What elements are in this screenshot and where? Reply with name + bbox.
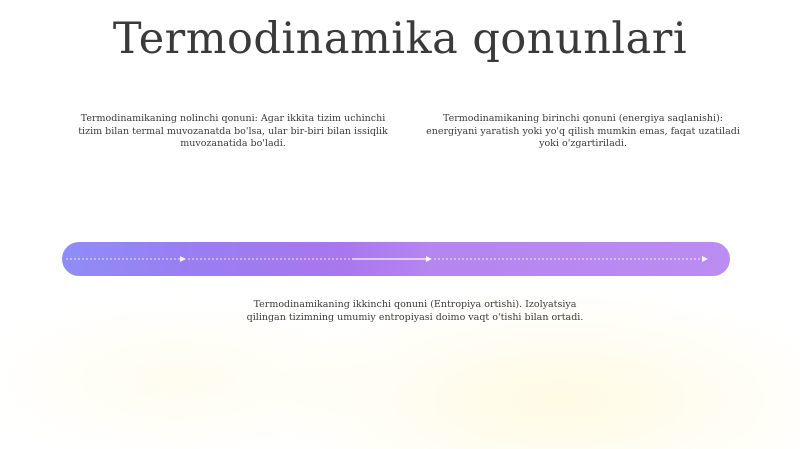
arrow-right-icon [702, 256, 708, 262]
arrow-right-icon [426, 256, 432, 262]
slide-title: Termodinamika qonunlari [112, 14, 688, 64]
law-one-text: Termodinamikaning birinchi qonuni (energiya saqlanishi): energiyani yaratish yoki yo'q qilish mumkin emas, faqat uzatiladi yoki o'zgartiriladi. [426, 113, 740, 149]
law-two-text: Termodinamikaning ikkinchi qonuni (Entropiya ortishi). Izolyatsiya qilingan tizimning umumiy entropiyasi doimo vaqt o'tishi bilan ortadi. [246, 299, 584, 323]
law-zero-text: Termodinamikaning nolinchi qonuni: Agar ikkita tizim uchinchi tizim bilan termal muvozanatda bo'lsa, ular bir-biri bilan issiqlik muvozanatida bo'ladi. [78, 113, 388, 149]
timeline-bar [62, 242, 730, 276]
timeline-arrows [62, 242, 730, 276]
arrow-right-icon [180, 256, 186, 262]
